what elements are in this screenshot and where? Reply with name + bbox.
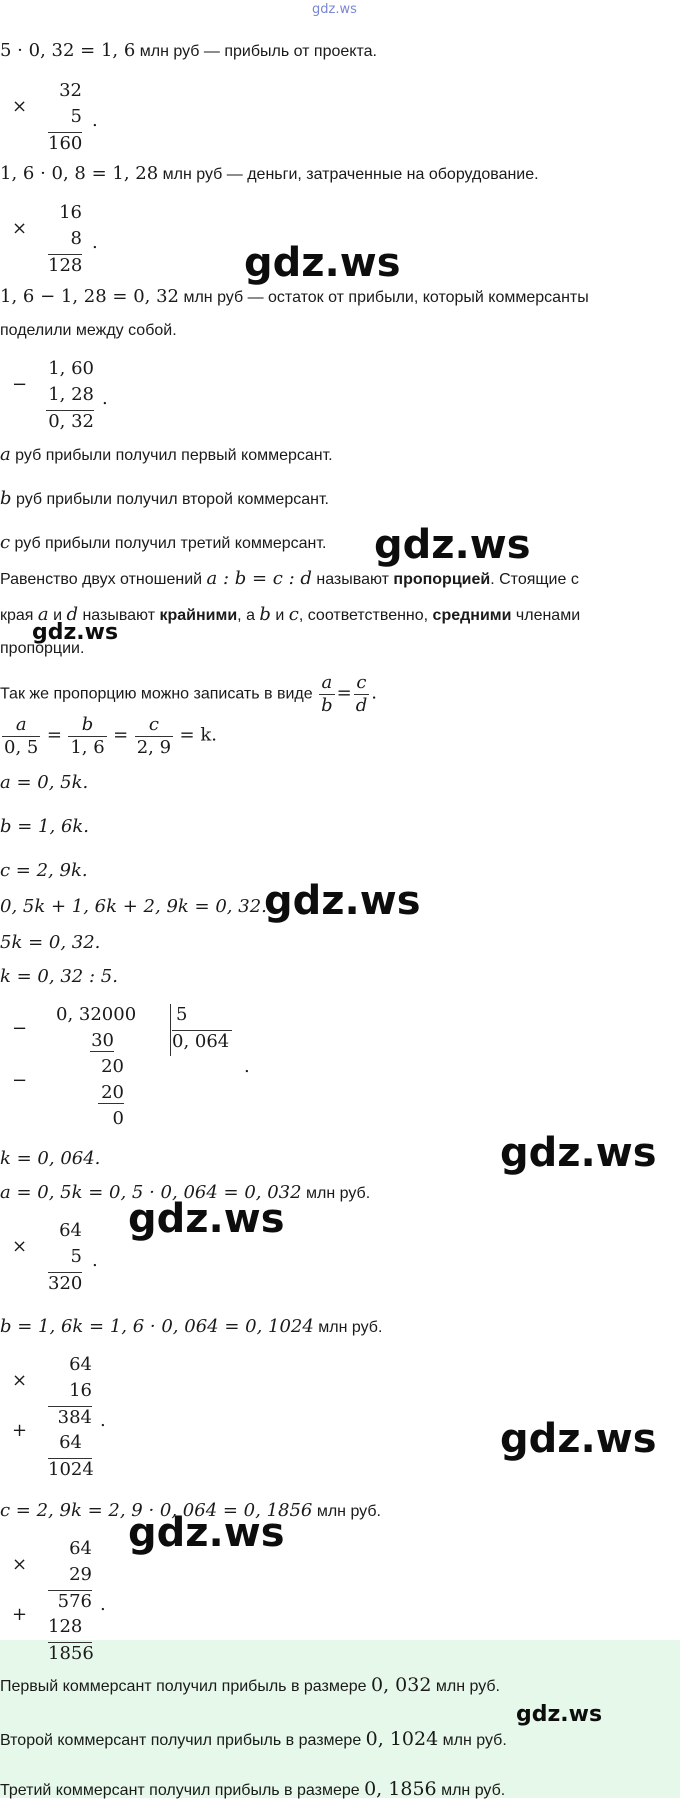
extremes-term: крайними <box>159 607 238 624</box>
div-dot: . <box>244 1056 250 1077</box>
proportion-t6: называют <box>78 607 160 624</box>
mult5-dot: . <box>100 1594 106 1615</box>
frac-a: a <box>321 672 333 693</box>
mult5-partial-1: 576 <box>48 1590 92 1612</box>
profit-text: млн руб — прибыль от проекта. <box>135 43 377 60</box>
answer-second <box>0 1728 507 1750</box>
proportion-t10: членами <box>511 607 581 624</box>
var-a-text: руб прибыли получил первый коммерсант. <box>10 447 333 464</box>
eq-a: a = 0, 5k. <box>0 772 89 793</box>
calc-b-line <box>0 1316 382 1337</box>
div-quotient: 0, 064 <box>172 1030 232 1052</box>
var-a: a <box>0 444 11 465</box>
sub1-sign: − <box>12 374 28 395</box>
mult4-plus: + <box>12 1420 28 1441</box>
frac-b: b <box>321 695 333 716</box>
answer-third-value: 0, 1856 <box>364 1778 437 1800</box>
sub1-dot: . <box>102 388 108 409</box>
mult3-sign: × <box>12 1236 28 1257</box>
ratio-c <box>135 714 173 759</box>
profit-line <box>0 40 377 61</box>
answer-second-value: 0, 1024 <box>365 1728 439 1750</box>
var-c-text: руб прибыли получил третий коммерсант. <box>10 535 327 552</box>
div-sub-2: 20 <box>98 1082 124 1104</box>
ratio-n3: c <box>148 714 159 735</box>
calc-c-eq: c = 2, 9k = 2, 9 · 0, 064 = 0, 1856 <box>0 1500 313 1521</box>
eq-b: b = 1, 6k. <box>0 816 90 837</box>
proportion-m5: c <box>288 604 299 625</box>
frac-d: d <box>355 695 368 716</box>
watermark-6: gdz.ws <box>128 1196 285 1242</box>
watermark-3: gdz.ws <box>32 620 119 645</box>
mult4-sign: × <box>12 1370 28 1391</box>
calc-b-unit: млн руб. <box>313 1319 383 1336</box>
watermark-8: gdz.ws <box>128 1510 285 1556</box>
answer-block <box>0 1640 680 1798</box>
mult3-a: 64 <box>59 1220 82 1241</box>
proportion-term: пропорцией <box>393 571 491 588</box>
proportion-line-1 <box>0 568 579 589</box>
sub1-a: 1, 60 <box>48 358 94 379</box>
alt-eq: = <box>336 682 352 704</box>
fraction-c-d <box>354 672 370 717</box>
answer-second-unit: млн руб. <box>438 1732 507 1749</box>
watermark-5: gdz.ws <box>500 1130 657 1176</box>
mult1-b: 5 <box>70 106 82 127</box>
div-sign-1: − <box>12 1018 28 1039</box>
proportion-m2: a <box>37 604 49 625</box>
mult2-b: 8 <box>70 228 82 249</box>
watermark-7: gdz.ws <box>500 1416 657 1462</box>
alt-form-line <box>0 672 377 717</box>
var-b-text: руб прибыли получил второй коммерсант. <box>11 491 329 508</box>
var-c: c <box>0 532 11 553</box>
remainder-text: млн руб — остаток от прибыли, который коммерсанты <box>179 289 589 306</box>
var-c-line <box>0 532 326 553</box>
calc-b-eq: b = 1, 6k = 1, 6 · 0, 064 = 0, 1024 <box>0 1316 314 1337</box>
var-b: b <box>0 488 12 509</box>
proportion-line-3: пропорции. <box>0 640 85 657</box>
ratio-n2: b <box>81 714 94 735</box>
calc-a-unit: млн руб. <box>301 1185 371 1202</box>
proportion-m1: a : b = c : d <box>206 568 312 589</box>
answer-third <box>0 1778 505 1800</box>
mult1-sign: × <box>12 96 28 117</box>
remainder-line <box>0 286 589 307</box>
remainder-text-2: поделили между собой. <box>0 322 177 339</box>
proportion-t9: , соответственно, <box>298 607 433 624</box>
sub1-b: 1, 28 <box>48 384 94 405</box>
mult1-a: 32 <box>59 80 82 101</box>
watermark-2: gdz.ws <box>374 522 531 568</box>
var-a-line <box>0 444 333 465</box>
fraction-a-b <box>319 672 335 717</box>
answer-first-unit: млн руб. <box>431 1678 500 1695</box>
alt-form-text: Так же пропорцию можно записать в виде <box>0 685 318 703</box>
eq-c: c = 2, 9k. <box>0 860 88 881</box>
mult3-dot: . <box>92 1250 98 1271</box>
watermark-top: gdz.ws <box>312 2 357 17</box>
mult4-b: 16 <box>69 1380 92 1401</box>
watermark-4: gdz.ws <box>264 878 421 924</box>
mult5-sign: × <box>12 1554 28 1575</box>
ratio-eq1: = <box>46 724 62 746</box>
eq-sum: 0, 5k + 1, 6k + 2, 9k = 0, 32. <box>0 896 267 917</box>
proportion-t4: края <box>0 607 38 624</box>
answer-third-text: Третий коммерсант получил прибыль в размере <box>0 1782 365 1799</box>
means-term: средними <box>432 607 512 624</box>
eq-5k: 5k = 0, 32. <box>0 932 101 953</box>
proportion-t1: Равенство двух отношений <box>0 571 207 588</box>
mult5-result: 1856 <box>48 1643 94 1664</box>
mult1-result: 160 <box>48 133 83 154</box>
equipment-line <box>0 163 539 184</box>
mult5-plus: + <box>12 1604 28 1625</box>
ratio-n1: a <box>15 714 27 735</box>
ratio-eq2: = <box>113 724 129 746</box>
answer-first <box>0 1674 500 1696</box>
mult2-dot: . <box>92 232 98 253</box>
equipment-equation: 1, 6 · 0, 8 = 1, 28 <box>0 163 159 184</box>
proportion-t5: и <box>48 607 67 624</box>
mult1-dot: . <box>92 110 98 131</box>
div-dividend: 0, 32000 <box>56 1004 137 1025</box>
frac-c: c <box>356 672 367 693</box>
mult5-partial-2: 128 <box>48 1616 83 1637</box>
ratio-d3: 2, 9 <box>136 737 172 758</box>
proportion-t2: называют <box>311 571 394 588</box>
proportion-t8: и <box>270 607 289 624</box>
ratio-tail: = k. <box>179 724 217 746</box>
var-b-line <box>0 488 329 509</box>
eq-k: k = 0, 32 : 5. <box>0 966 118 987</box>
ratio-a <box>2 714 40 759</box>
div-divisor: 5 <box>176 1004 188 1025</box>
calc-a-eq: a = 0, 5k = 0, 5 · 0, 064 = 0, 032 <box>0 1182 302 1203</box>
alt-dot: . <box>371 682 377 704</box>
mult3-b: 5 <box>70 1246 82 1267</box>
eq-k-value: k = 0, 064. <box>0 1148 101 1169</box>
answer-first-text: Первый коммерсант получил прибыль в размере <box>0 1678 371 1695</box>
proportion-m3: d <box>66 604 78 625</box>
equipment-text: млн руб — деньги, затраченные на оборудование. <box>158 166 539 183</box>
mult4-partial-1: 384 <box>48 1406 92 1428</box>
sub1-result: 0, 32 <box>46 410 94 432</box>
ratio-d1: 0, 5 <box>4 737 39 758</box>
remainder-equation: 1, 6 − 1, 28 = 0, 32 <box>0 286 179 307</box>
proportion-t7: , а <box>237 607 260 624</box>
mult4-dot: . <box>100 1410 106 1431</box>
calc-c-unit: млн руб. <box>312 1503 381 1520</box>
div-rem-2: 0 <box>112 1108 124 1129</box>
answer-third-unit: млн руб. <box>436 1782 506 1799</box>
div-sign-2: − <box>12 1070 28 1091</box>
div-sub-1: 30 <box>91 1030 114 1051</box>
division-bar <box>170 1004 171 1056</box>
watermark-9: gdz.ws <box>516 1702 603 1727</box>
proportion-t3: . Стоящие с <box>490 571 579 588</box>
mult3-result: 320 <box>48 1273 83 1294</box>
proportion-m4: b <box>259 604 271 625</box>
ratio-equation <box>0 714 217 759</box>
profit-equation: 5 · 0, 32 = 1, 6 <box>0 40 136 61</box>
mult2-result: 128 <box>48 255 83 276</box>
watermark-1: gdz.ws <box>244 240 401 286</box>
mult5-a: 64 <box>69 1538 92 1559</box>
mult2-sign: × <box>12 218 28 239</box>
mult4-a: 64 <box>69 1354 92 1375</box>
ratio-d2: 1, 6 <box>70 737 105 758</box>
ratio-b <box>68 714 106 759</box>
mult2-a: 16 <box>59 202 82 223</box>
answer-second-text: Второй коммерсант получил прибыль в размере <box>0 1732 366 1749</box>
mult4-partial-2: 64 <box>59 1432 82 1453</box>
answer-first-value: 0, 032 <box>370 1674 432 1696</box>
mult4-result: 1024 <box>48 1459 94 1480</box>
div-rem-1: 20 <box>101 1056 124 1077</box>
mult5-b: 29 <box>69 1564 92 1585</box>
